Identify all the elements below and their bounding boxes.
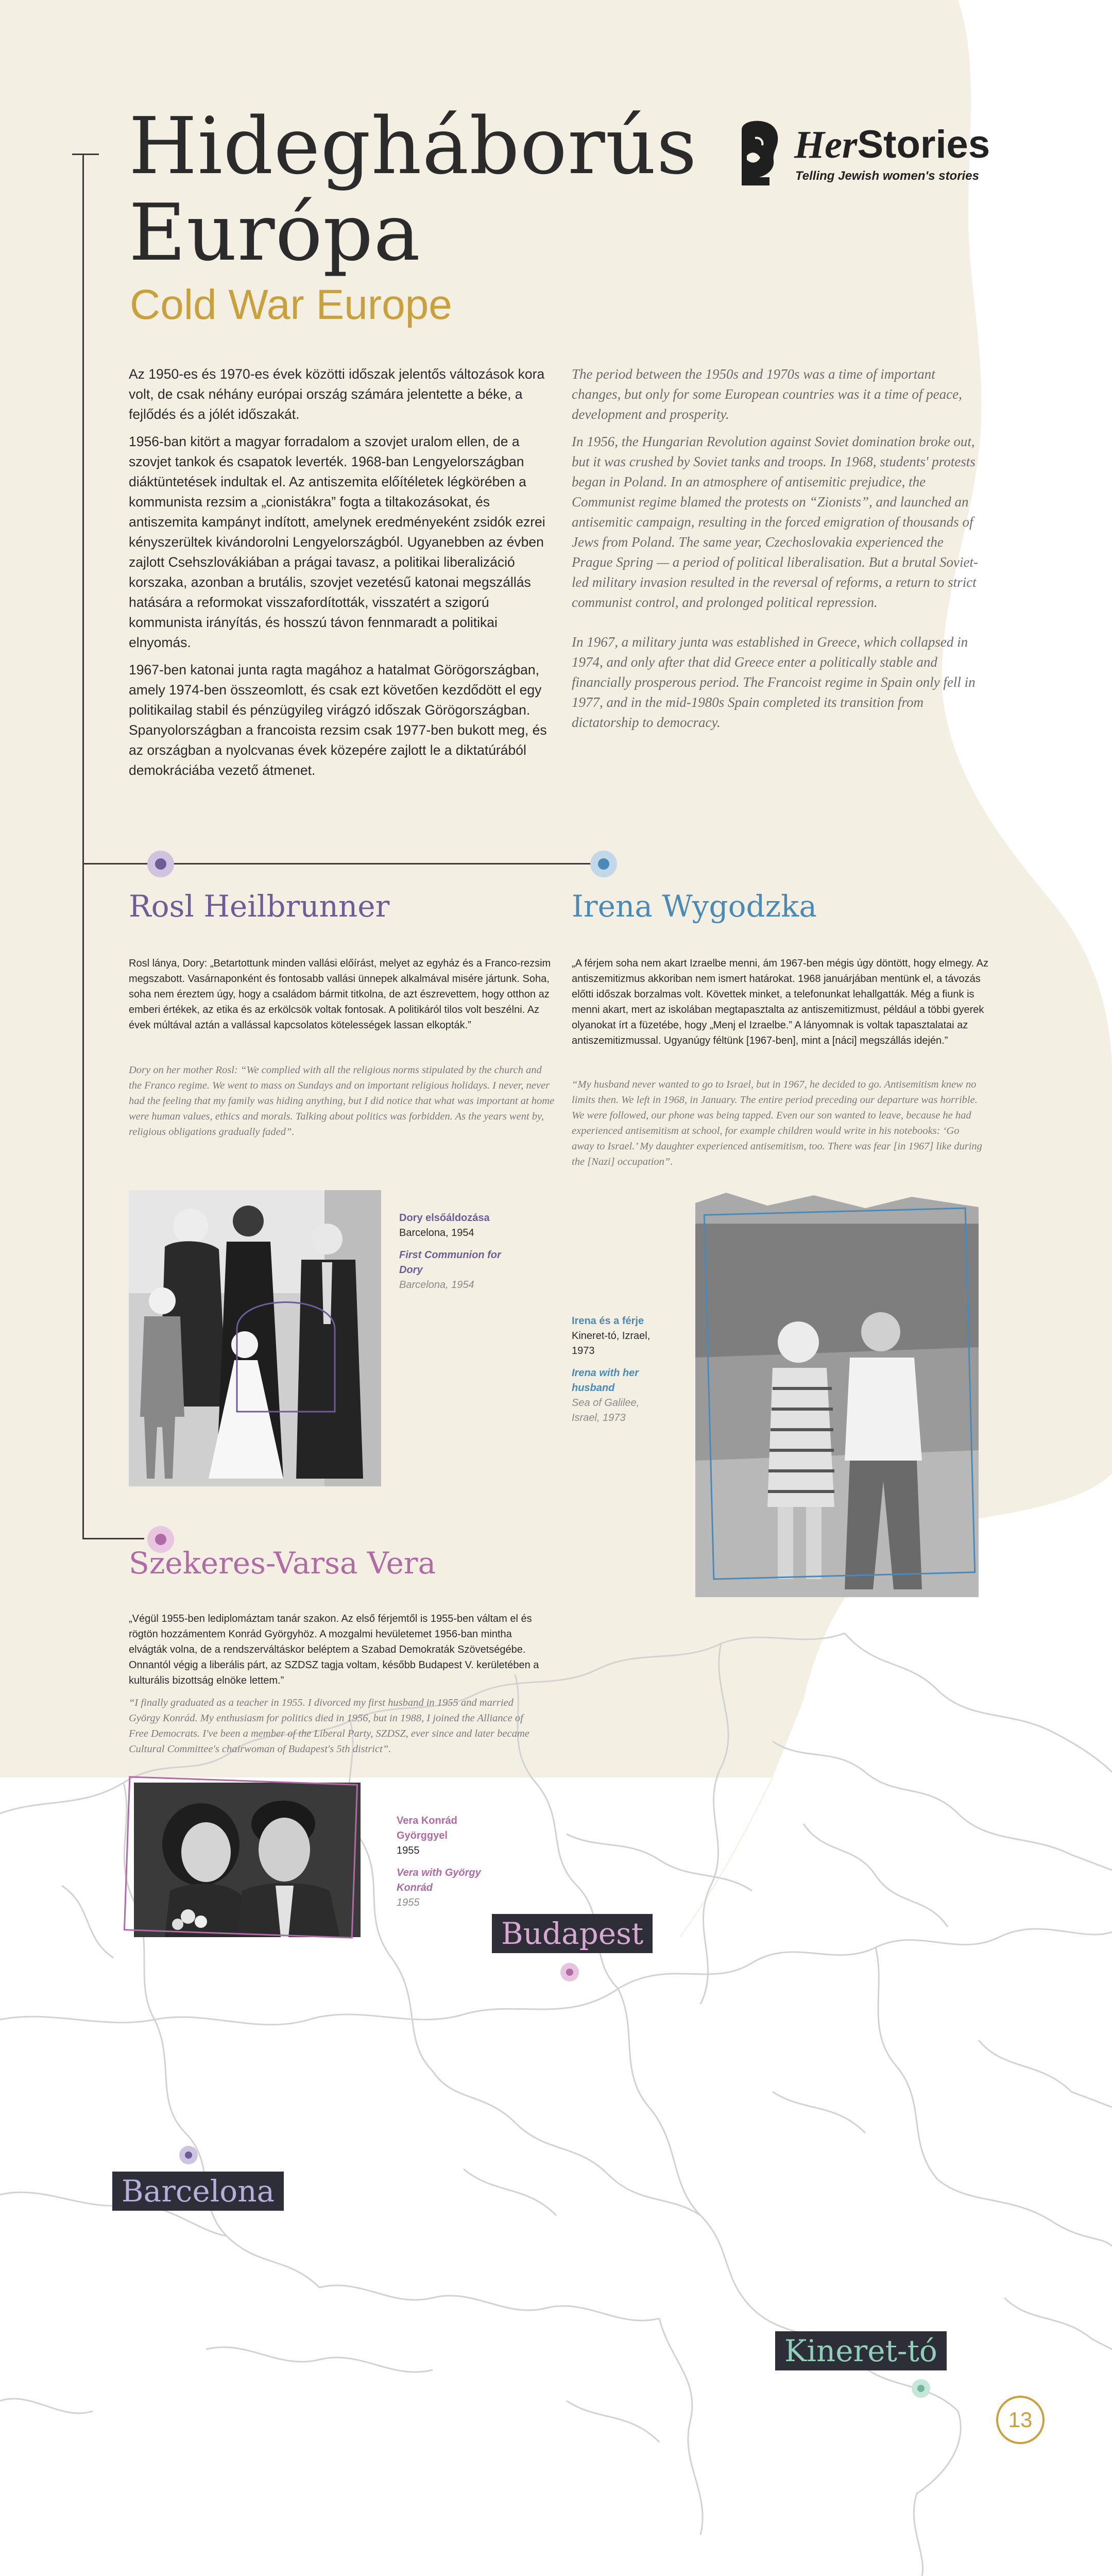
timeline-bottom-connector <box>82 1538 144 1539</box>
story-quote-en-irena: “My husband never wanted to go to Israel, but in 1967, he decided to go. Antisemitism knew no limits then. We left in 1968, in January. The entire period preceding our departure was horrible. We were followed, our phone was being tapped. Even our son wanted to leave, because he had experienced antisemitism at school, for example children would write in his notebooks: ‘Go away to Israel.’ My daughter experienced antisemitism, too. There was fear [in 1967] like during the [Nazi] occupation”. <box>572 1079 982 1167</box>
page-title-hungarian: Hidegháborús Európa <box>129 100 697 278</box>
logo-mark-icon <box>731 120 783 192</box>
caption-hu-place: 1955 <box>397 1845 420 1856</box>
intro-hu-paragraph: 1967-ben katonai junta ragta magához a hatalmat Görögországban, amely 1974-ben összeomlott, és csak ezt követően kezdődött el egy politikailag stabil és pénzügyileg virágzó időszak Görögországban. Spanyolországban a francoista rezsim csak 1977-ben bukott meg, és az országban a nyolcvanas évek közepére zajlott le a diktatúrából demokráciába vezető átmenet. <box>129 662 547 778</box>
story-name-rosl: Rosl Heilbrunner <box>129 889 390 924</box>
intro-en-paragraph: In 1967, a military junta was established in Greece, which collapsed in 1974, and only after that did Greece enter a politically stable and financially prosperous period. The Francoist regime in Spain only fell in 1977, and in the mid-1980s Spain completed its transition from dictatorship to democracy. <box>572 634 976 730</box>
photo-highlight-arch <box>227 1273 345 1417</box>
caption-en-place: Barcelona, 1954 <box>399 1279 474 1291</box>
intro-hungarian <box>129 364 556 788</box>
city-pin-kinneret <box>912 2379 930 2398</box>
city-label-barcelona: Barcelona <box>112 2172 284 2211</box>
caption-en-title: Irena with her husband <box>572 1367 639 1394</box>
story-quote-hu-vera: „Végül 1955-ben lediplomáztam tanár szakon. Az első férjemtől is 1955-ben váltam el és rögtön hozzámentem Konrád Györgyhöz. A mozgalmi hevületemet 1956-ban mintha elvágták volna, de a rendszerváltáskor beléptem a Szabad Demokraták Szövetségébe. Onnantól végig a liberális párt, az SZDSZ tagja voltam, később Budapest V. kerületében a kulturális bizottság elnöke lettem.” <box>129 1613 539 1686</box>
caption-vera-gyorgy <box>397 1814 500 1910</box>
caption-hu-title: Vera Konrád Györggyel <box>397 1815 457 1841</box>
story-name-irena: Irena Wygodzka <box>572 889 817 924</box>
caption-hu-title: Irena és a férje <box>572 1315 644 1327</box>
caption-en-title: First Communion for Dory <box>399 1249 501 1276</box>
caption-en-place: 1955 <box>397 1897 420 1908</box>
story-name-vera: Szekeres-Varsa Vera <box>129 1546 436 1581</box>
intro-en-paragraph: In 1956, the Hungarian Revolution against Soviet domination broke out, but it was crushed by Soviet tanks and troops. In 1968, students' protests began in Poland. In an atmosphere of antisemitic prejudice, the Communist regime blamed the protests on “Zionists”, and launched an antisemitic campaign, resulting in the forced emigration of thousands of Jews from Poland. The same year, Czechoslovakia experienced the Prague Spring — a period of political liberalisation. But a brutal Soviet-led military invasion resulted in the reversal of reforms, a return to strict communist control, and prolonged political repression. <box>572 434 978 610</box>
city-pin-budapest <box>560 1963 579 1981</box>
timeline-dot-irena <box>590 851 617 877</box>
logo-tagline: Telling Jewish women's stories <box>795 169 979 183</box>
caption-en-title: Vera with György Konrád <box>397 1867 481 1893</box>
intro-en-paragraph: The period between the 1950s and 1970s was a time of important changes, but only for some European countries was it a time of peace, development and prosperity. <box>572 366 962 422</box>
photo-irena-frame <box>704 1207 976 1580</box>
city-pin-barcelona <box>179 2146 198 2164</box>
caption-first-communion <box>399 1211 512 1293</box>
page-number: 13 <box>996 2396 1045 2444</box>
caption-hu-place: Barcelona, 1954 <box>399 1227 474 1239</box>
caption-irena-husband <box>572 1314 685 1426</box>
story-quote-hu-irena: „A férjem soha nem akart Izraelbe menni, ám 1967-ben mégis úgy döntött, hogy elmegy. Az antiszemitizmus akkoriban nem ismert határokat. 1968 januárjában mentünk el, a távozás előtti időszak borzalmas volt. Követtek minket, a telefonunkat lehallgatták. Még a fiunk is menni akart, mert az iskolában megtapasztalta az antiszemitizmust, például a többi gyerek olyanokat írt a füzetébe, hogy „Menj el Izraelbe.” A lányomnak is voltak tapasztalatai az antiszemitizmussal. Ugyanúgy féltünk [1967-ben], mint a [náci] megszállás idején.” <box>572 958 988 1046</box>
intro-english <box>572 364 979 740</box>
city-label-budapest: Budapest <box>492 1914 653 1953</box>
story-quote-en-vera: “I finally graduated as a teacher in 1955. I divorced my first husband in 1955 and married György Konrád. My enthusiasm for politics died in 1956, but in 1988, I joined the Alliance of Free Democrats. I've been a member of the Liberal Party, SZDSZ, ever since and later became Cultural Committee's chairwoman of Budapest's 5th district”. <box>129 1697 529 1755</box>
caption-hu-title: Dory elsőáldozása <box>399 1212 490 1224</box>
timeline-dot-rosl <box>147 851 174 877</box>
timeline-vertical-line <box>82 154 84 1539</box>
story-quote-en-rosl: Dory on her mother Rosl: “We complied with all the religious norms stipulated by the church and the Franco regime. We went to mass on Sundays and on important religious holidays. I never, never had the feeling that my family was hiding anything, but I did notice that what was important at home were human values, ethics and morals. Talking about politics was forbidden. As the years went by, religious obligations gradually faded”. <box>129 1064 555 1138</box>
caption-hu-place: Kineret-tó, Izrael, 1973 <box>572 1330 651 1357</box>
europe-map <box>0 1628 1112 2576</box>
herstories-logo <box>731 120 1010 192</box>
intro-hu-paragraph: 1956-ban kitört a magyar forradalom a szovjet uralom ellen, de a szovjet tankok és csapatok leverték. 1968-ban Lengyelországban diáktüntetések indultak el. Az antiszemita előítéletek légkörében a kommunista rezsim a „cionistákra” fogta a tiltakozásokat, és antiszemita kampányt indított, amelynek eredményeként zsidók ezrei kényszerültek kivándorolni Lengyelországból. Ugyanebben az évben zajlott Csehszlovákiában a prágai tavasz, a politikai liberalizáció korszaka, azonban a brutális, szovjet vezetésű katonai megszállás hatására a reformokat visszafordították, visszatért a szigorú kommunista irányítás, és hosszú távon fennmaradt a politikai elnyomás. <box>129 434 545 650</box>
intro-hu-paragraph: Az 1950-es és 1970-es évek közötti időszak jelentős változások kora volt, de csak néhány európai ország számára jelentette a béke, a fejlődés és a jólét időszakát. <box>129 366 545 422</box>
logo-wordmark: HerStories <box>794 123 990 166</box>
photo-vera-frame <box>124 1776 358 1938</box>
timeline-top-tick <box>72 154 99 155</box>
story-quote-hu-rosl: Rosl lánya, Dory: „Betartottunk minden vallási előírást, melyet az egyház és a Franco-rezsim megszabott. Vasárnaponként és fontosabb vallási ünnepek alkalmával misére jártunk. Soha, soha nem éreztem úgy, hogy a családom bármit titkolna, de azt észrevettem, hogy otthon az emberi értékek, az etika és az erkölcsök voltak fontosak. A politikáról tilos volt beszélni. Az évek múltával aztán a vallással kapcsolatos kötelességek lassan elkopták.” <box>129 958 551 1031</box>
caption-en-place: Sea of Galilee, Israel, 1973 <box>572 1397 640 1423</box>
city-label-kinneret: Kineret-tó <box>775 2331 947 2370</box>
page-title-english: Cold War Europe <box>130 281 452 328</box>
